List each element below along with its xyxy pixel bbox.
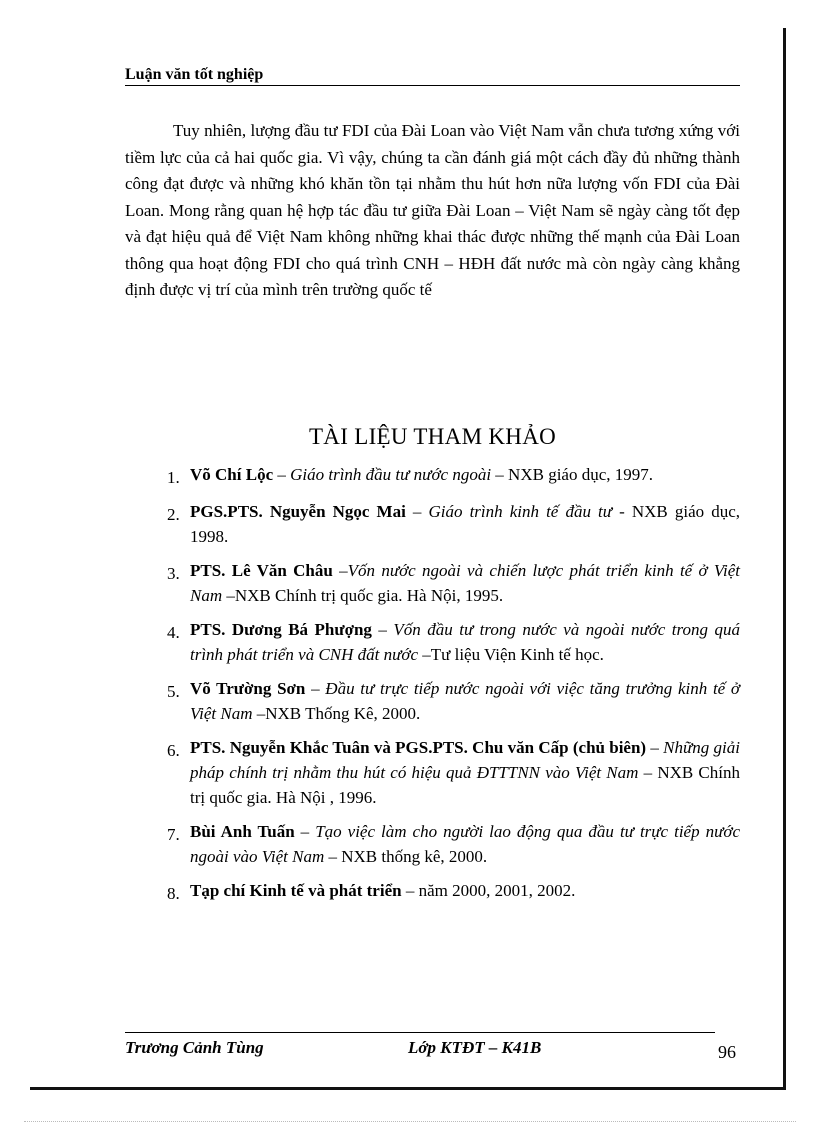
references-heading: TÀI LIỆU THAM KHẢO xyxy=(308,424,557,449)
reference-text: PTS. Dương Bá Phượng – Vốn đầu tư trong nước và ngoài nước trong quá trình phát triển và CNH đất nước –Tư liệu Viện Kinh tế học. xyxy=(190,620,740,664)
reference-publisher: –NXB Thống Kê, 2000. xyxy=(252,704,421,723)
reference-item xyxy=(125,558,740,608)
footer-class: Lớp KTĐT – K41B xyxy=(408,1038,542,1057)
reference-number: 1. xyxy=(167,468,180,487)
reference-publisher: – NXB giáo dục, 1997. xyxy=(491,465,654,484)
reference-item xyxy=(125,676,740,726)
reference-item xyxy=(125,819,740,869)
reference-number: 7. xyxy=(167,825,180,844)
reference-item xyxy=(125,462,740,490)
reference-number: 8. xyxy=(167,884,180,903)
footer-rule xyxy=(125,1032,715,1033)
reference-author: Võ Chí Lộc xyxy=(190,465,274,484)
reference-publisher: năm 2000, 2001, 2002. xyxy=(418,881,576,900)
reference-author: Bùi Anh Tuấn xyxy=(190,822,295,841)
reference-work: Đầu tư trực tiếp nước ngoài với việc tăng trưởng kinh tế ở Việt Nam xyxy=(190,679,740,723)
page-number: 96 xyxy=(718,1042,736,1062)
reference-number: 2. xyxy=(167,505,180,524)
reference-number: 6. xyxy=(167,741,180,760)
reference-author: Tạp chí Kinh tế và phát triển xyxy=(190,881,402,900)
reference-work: Giáo trình kinh tế đầu tư xyxy=(428,502,613,521)
reference-number: 5. xyxy=(167,682,180,701)
reference-author: PTS. Lê Văn Châu xyxy=(190,561,333,580)
reference-publisher: – NXB Chính trị quốc gia. Hà Nội , 1996. xyxy=(190,763,740,807)
reference-item xyxy=(125,499,740,549)
reference-item xyxy=(125,878,740,906)
reference-text: Bùi Anh Tuấn – Tạo việc làm cho người lao động qua đầu tư trực tiếp nước ngoài vào Việt Nam – NXB thống kê, 2000. xyxy=(190,822,741,866)
reference-work: Tạo việc làm cho người lao động qua đầu tư trực tiếp nước ngoài vào Việt Nam xyxy=(190,822,741,866)
reference-author: PTS. Dương Bá Phượng xyxy=(190,620,372,639)
reference-work: Vốn đầu tư trong nước và ngoài nước trong quá trình phát triển và CNH đất nước xyxy=(190,620,740,664)
references-list xyxy=(125,462,740,915)
running-header: Luận văn tốt nghiệp xyxy=(125,66,740,86)
reference-work: Những giải pháp chính trị nhằm thu hút có hiệu quả ĐTTTNN vào Việt Nam xyxy=(190,738,740,782)
reference-number: 4. xyxy=(167,623,180,642)
reference-text: Tạp chí Kinh tế và phát triển – năm 2000, 2001, 2002. xyxy=(190,881,576,900)
reference-work: Vốn nước ngoài và chiến lược phát triển kinh tế ở Việt Nam xyxy=(190,561,741,605)
reference-publisher: - NXB giáo dục, 1998. xyxy=(190,502,740,546)
reference-text: PGS.PTS. Nguyễn Ngọc Mai – Giáo trình kinh tế đầu tư - NXB giáo dục, 1998. xyxy=(190,502,740,546)
reference-text: PTS. Nguyễn Khắc Tuân và PGS.PTS. Chu văn Cấp (chủ biên) – Những giải pháp chính trị nhằm thu hút có hiệu quả ĐTTTNN vào Việt Nam – NXB Chính trị quốc gia. Hà Nội , 1996. xyxy=(190,738,740,807)
reference-author: PGS.PTS. Nguyễn Ngọc Mai xyxy=(190,502,406,521)
reference-text: PTS. Lê Văn Châu –Vốn nước ngoài và chiến lược phát triển kinh tế ở Việt Nam –NXB Chính trị quốc gia. Hà Nội, 1995. xyxy=(190,561,741,605)
reference-publisher: – NXB thống kê, 2000. xyxy=(324,847,488,866)
reference-author: Võ Trường Sơn xyxy=(190,679,306,698)
reference-author: PTS. Nguyễn Khắc Tuân và PGS.PTS. Chu văn Cấp (chủ biên) xyxy=(190,738,647,757)
reference-number: 3. xyxy=(167,564,180,583)
reference-text: Võ Chí Lộc – Giáo trình đầu tư nước ngoài – NXB giáo dục, 1997. xyxy=(190,465,654,484)
reference-text: Võ Trường Sơn – Đầu tư trực tiếp nước ngoài với việc tăng trưởng kinh tế ở Việt Nam –NXB Thống Kê, 2000. xyxy=(190,679,740,723)
reference-work: Giáo trình đầu tư nước ngoài xyxy=(290,465,492,484)
footer-author: Trương Cảnh Tùng xyxy=(125,1038,264,1057)
reference-publisher: –NXB Chính trị quốc gia. Hà Nội, 1995. xyxy=(222,586,504,605)
page-edge xyxy=(24,1121,796,1122)
reference-item xyxy=(125,735,740,810)
intro-paragraph: Tuy nhiên, lượng đầu tư FDI của Đài Loan vào Việt Nam vẫn chưa tương xứng với tiềm lực của cả hai quốc gia. Vì vậy, chúng ta cần đánh giá một cách đầy đủ những thành công đạt được và những khó khăn tồn tại nhằm thu hút hơn nữa lượng vốn FDI của Đài Loan. Mong rằng quan hệ hợp tác đầu tư giữa Đài Loan – Việt Nam sẽ ngày càng tốt đẹp và đạt hiệu quả để Việt Nam không những khai thác được những thế mạnh của Đài Loan thông qua hoạt động FDI cho quá trình CNH – HĐH đất nước mà còn ngày càng khẳng định được vị trí của mình trên trường quốc tế xyxy=(125,121,740,299)
reference-item xyxy=(125,617,740,667)
reference-publisher: –Tư liệu Viện Kinh tế học. xyxy=(418,645,604,664)
